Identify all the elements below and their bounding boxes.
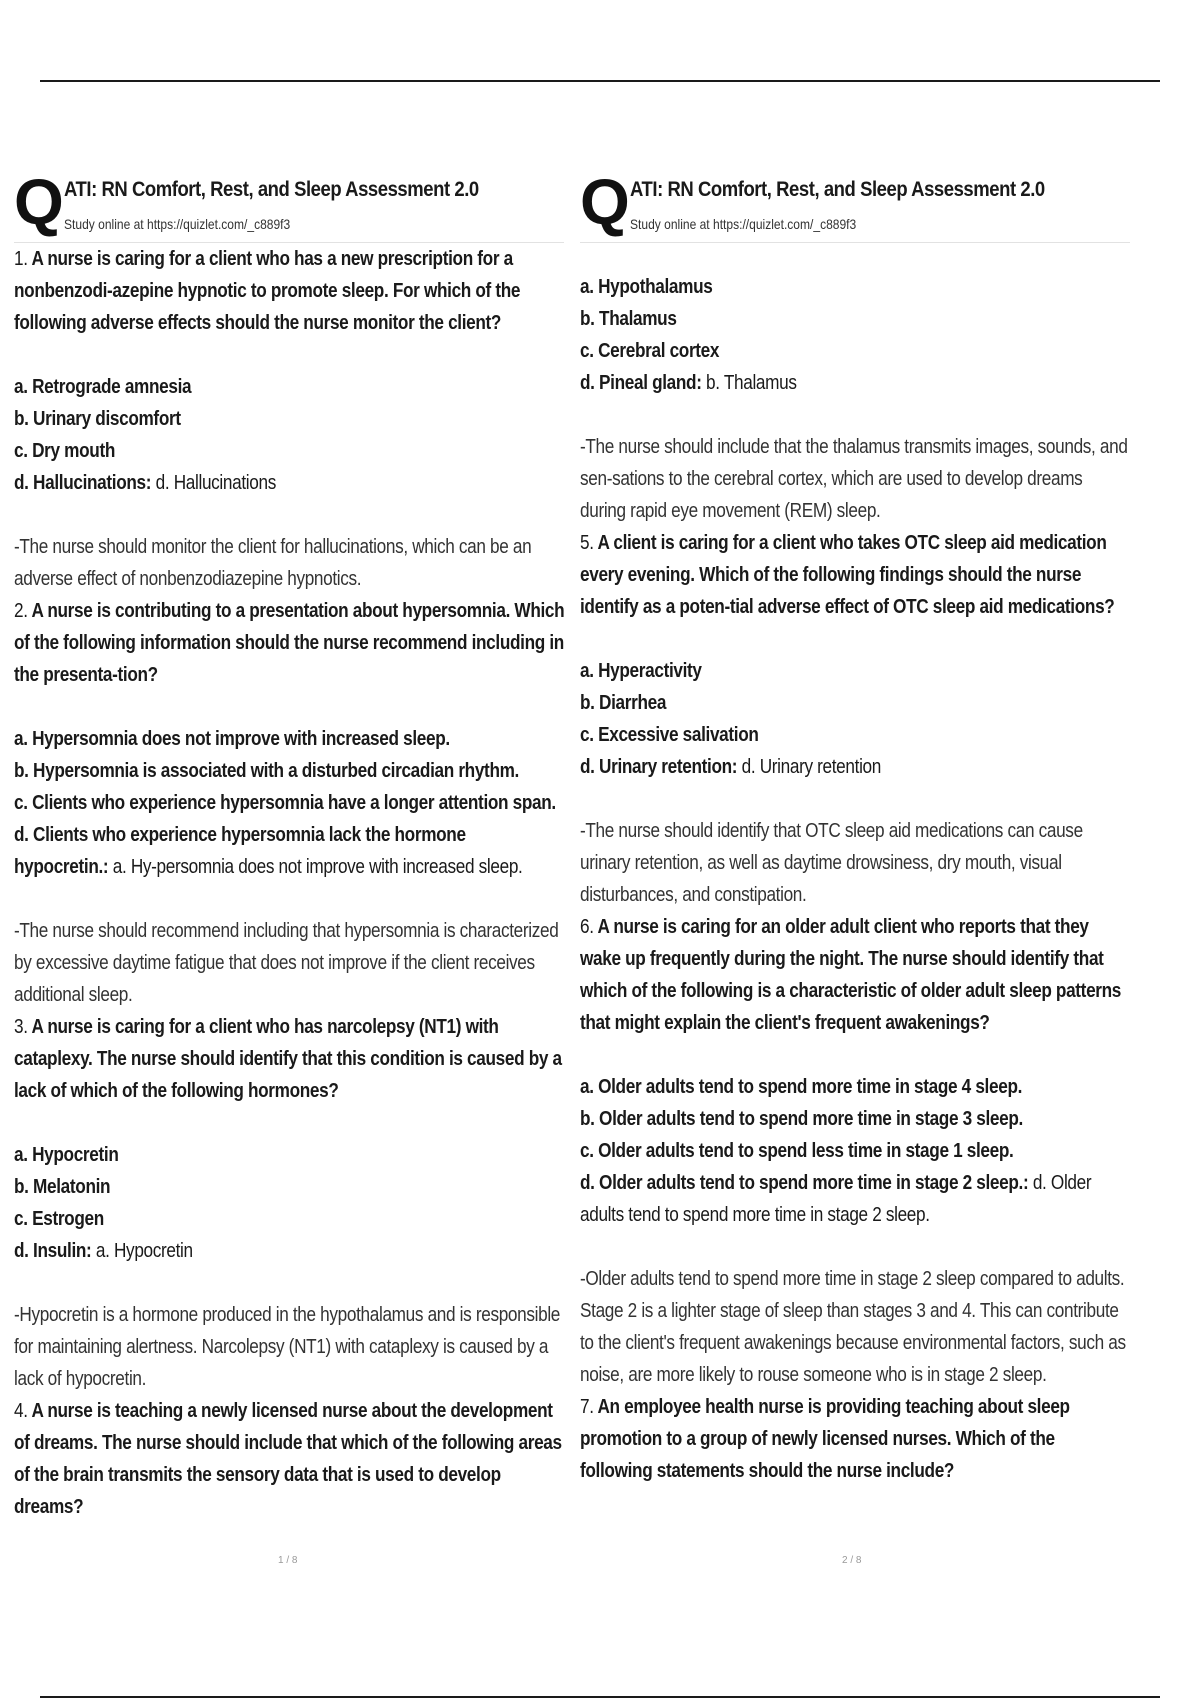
question-number: 6. [580,916,594,938]
question-6 [580,911,1130,1039]
answer: d. Older adults tend to spend more time in stage 2 sleep. [580,1172,1092,1226]
question-number: 7. [580,1396,594,1418]
quizlet-logo: Q [580,166,630,238]
question-text: A client is caring for a client who takes OTC sleep aid medication every evening. Which of the following findings should the nurse identify as a poten-tial adverse effect of OTC sleep aid medications? [580,532,1115,618]
questions-column [580,271,1130,1487]
question-7 [580,1391,1130,1487]
option-b: b. Diarrhea [580,692,667,714]
option-d-with-answer [14,467,564,499]
option-c: c. Cerebral cortex [580,340,720,362]
page-2 [580,166,1130,1487]
rationale: -Older adults tend to spend more time in stage 2 sleep compared to adults. Stage 2 is a lighter stage of sleep than stages 3 and 4. This can contribute to the client's frequent awakenings because environmental factors, such as noise, are more likely to rouse someone who is in stage 2 sleep. [580,1268,1126,1386]
option-d: d. Older adults tend to spend more time in stage 2 sleep.: [580,1172,1029,1194]
option-d: d. Hallucinations: [14,472,152,494]
option-d: d. Clients who experience hypersomnia lack the hormone hypocretin.: [14,824,466,878]
question-number: 5. [580,532,594,554]
option-c: c. Estrogen [14,1208,104,1230]
question-1 [14,243,564,339]
option-d: d. Pineal gland: [580,372,702,394]
quizlet-logo: Q [14,166,64,238]
option-a: a. Hypersomnia does not improve with increased sleep. [14,728,450,750]
option-d-with-answer [14,819,564,883]
option-b: b. Hypersomnia is associated with a disturbed circadian rhythm. [14,760,519,782]
header-divider [580,242,1130,243]
document-title: ATI: RN Comfort, Rest, and Sleep Assessment 2.0 [64,178,479,201]
question-text: A nurse is caring for a client who has narcolepsy (NT1) with cataplexy. The nurse should identify that this condition is caused by a lack of which of the following hormones? [14,1016,562,1102]
answer: a. Hypocretin [95,1240,193,1262]
option-b: b. Melatonin [14,1176,111,1198]
option-d-with-answer [580,751,1130,783]
top-rule [40,80,1160,82]
question-text: A nurse is caring for a client who has a new prescription for a nonbenzodi-azepine hypnotic to promote sleep. For which of the following adverse effects should the nurse monitor the client? [14,248,521,334]
questions-column [14,243,564,1523]
rationale: -The nurse should identify that OTC sleep aid medications can cause urinary retention, as well as daytime drowsiness, dry mouth, visual disturbances, and constipation. [580,820,1083,906]
study-link[interactable]: Study online at https://quizlet.com/_c889f3 [630,216,857,232]
question-text: A nurse is caring for an older adult client who reports that they wake up frequently during the night. The nurse should identify that which of the following is a characteristic of older adult sleep patterns that might explain the client's frequent awakenings? [580,916,1122,1034]
answer: d. Urinary retention [741,756,881,778]
rationale: -The nurse should monitor the client for hallucinations, which can be an adverse effect of nonbenzodiazepine hypnotics. [14,536,532,590]
option-b: b. Thalamus [580,308,677,330]
option-d-with-answer [580,367,1130,399]
bottom-rule [40,1696,1160,1698]
question-5 [580,527,1130,623]
option-d: d. Insulin: [14,1240,92,1262]
option-d-with-answer [580,1167,1130,1231]
question-number: 3. [14,1016,28,1038]
question-text: A nurse is teaching a newly licensed nurse about the development of dreams. The nurse should include that which of the following areas of the brain transmits the sensory data that is used to develop dreams? [14,1400,562,1518]
option-c: c. Clients who experience hypersomnia have a longer attention span. [14,792,556,814]
option-c: c. Older adults tend to spend less time in stage 1 sleep. [580,1140,1014,1162]
option-a: a. Hypocretin [14,1144,119,1166]
option-d: d. Urinary retention: [580,756,738,778]
document-title: ATI: RN Comfort, Rest, and Sleep Assessment 2.0 [630,178,1045,201]
page-header [580,166,1130,242]
option-d-with-answer [14,1235,564,1267]
page-number: 1 / 8 [278,1555,298,1566]
answer: b. Thalamus [706,372,797,394]
question-number: 1. [14,248,28,270]
question-2 [14,595,564,691]
question-number: 4. [14,1400,28,1422]
rationale: -The nurse should recommend including that hypersomnia is characterized by excessive daytime fatigue that does not improve if the client receives additional sleep. [14,920,559,1006]
page-header [14,166,564,242]
option-a: a. Hyperactivity [580,660,702,682]
option-a: a. Older adults tend to spend more time in stage 4 sleep. [580,1076,1023,1098]
option-c: c. Dry mouth [14,440,115,462]
answer: d. Hallucinations [155,472,276,494]
option-a: a. Hypothalamus [580,276,713,298]
option-a: a. Retrograde amnesia [14,376,192,398]
rationale: -The nurse should include that the thalamus transmits images, sounds, and sen-sations to the cerebral cortex, which are used to develop dreams during rapid eye movement (REM) sleep. [580,436,1128,522]
question-text: An employee health nurse is providing teaching about sleep promotion to a group of newly licensed nurses. Which of the following statements should the nurse include? [580,1396,1070,1482]
page-1 [14,166,565,1523]
answer: a. Hy-persomnia does not improve with increased sleep. [112,856,523,878]
question-4 [14,1395,564,1523]
page-number: 2 / 8 [842,1555,862,1566]
question-number: 2. [14,600,28,622]
rationale: -Hypocretin is a hormone produced in the hypothalamus and is responsible for maintaining alertness. Narcolepsy (NT1) with cataplexy is caused by a lack of hypocretin. [14,1304,561,1390]
question-3 [14,1011,564,1107]
option-b: b. Urinary discomfort [14,408,181,430]
option-c: c. Excessive salivation [580,724,759,746]
option-b: b. Older adults tend to spend more time in stage 3 sleep. [580,1108,1023,1130]
question-text: A nurse is contributing to a presentation about hypersomnia. Which of the following information should the nurse recommend including in the presenta-tion? [14,600,565,686]
study-link[interactable]: Study online at https://quizlet.com/_c889f3 [64,216,291,232]
